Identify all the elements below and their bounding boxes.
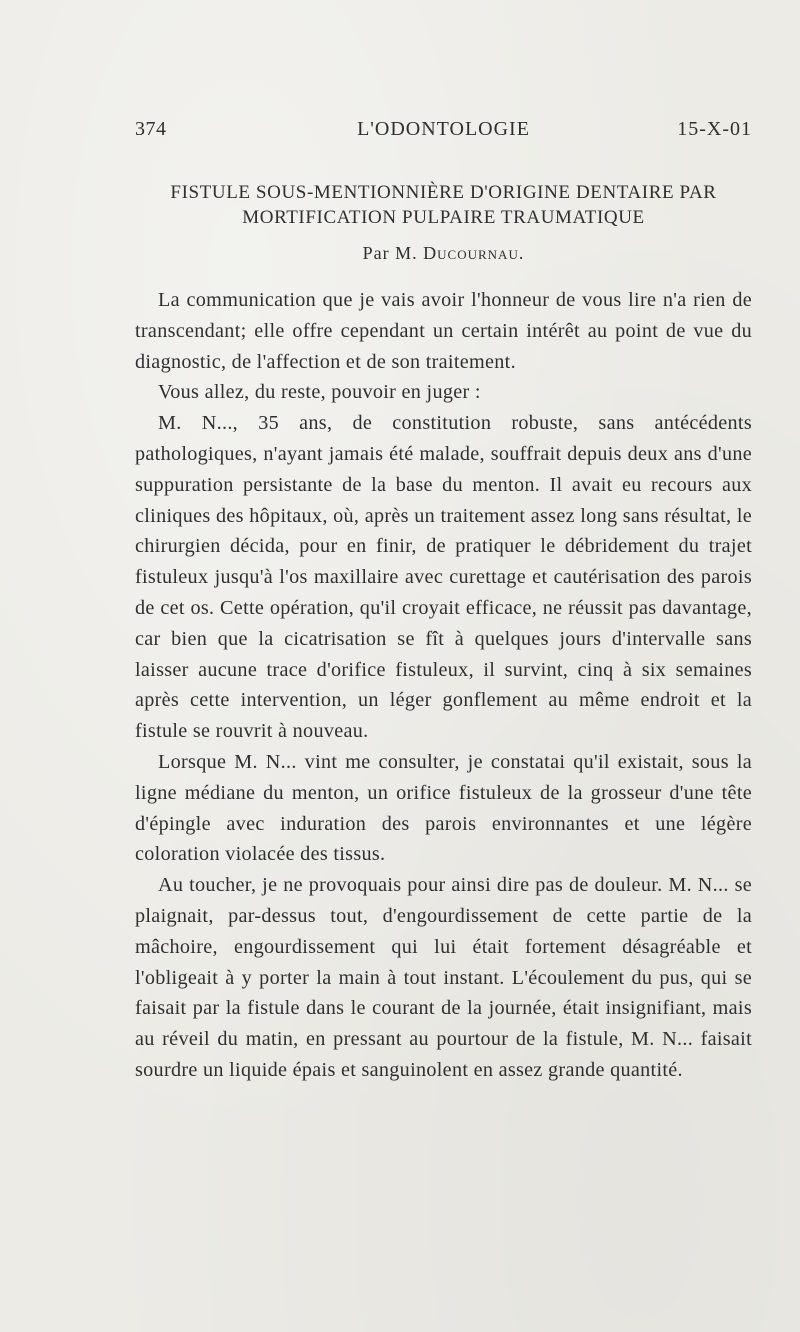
article-title-line-1: FISTULE SOUS-MENTIONNIÈRE D'ORIGINE DENTAIRE PAR xyxy=(170,182,717,203)
paragraph: La communication que je vais avoir l'honneur de vous lire n'a rien de transcendant; elle offre cependant un certain intérêt au point de vue du diagnostic, de l'affection et de son traitement. xyxy=(135,289,752,373)
journal-title: L'ODONTOLOGIE xyxy=(357,118,530,140)
article-title-line-2: MORTIFICATION PULPAIRE TRAUMATIQUE xyxy=(242,207,645,228)
article-body xyxy=(135,285,752,1086)
author-name: Ducournau. xyxy=(423,243,525,263)
paragraph: Au toucher, je ne provoquais pour ainsi dire pas de douleur. M. N... se plaignait, par-dessus tout, d'engourdissement de cette partie de la mâchoire, engourdissement qui lui était fortement désagréable et l'obligeait à y porter la main à tout instant. L'écoulement du pus, qui se faisait par la fistule dans le courant de la journée, était insignifiant, mais au réveil du matin, en pressant au pourtour de la fistule, M. N... faisait sourdre un liquide épais et sanguinolent en assez grande quantité. xyxy=(135,874,752,1081)
article-author xyxy=(130,243,757,264)
article-title xyxy=(130,180,757,230)
paragraph: M. N..., 35 ans, de constitution robuste, sans antécédents pathologiques, n'ayant jamais été malade, souffrait depuis deux ans d'une suppuration persistante de la base du menton. Il avait eu recours aux cliniques des hôpitaux, où, après un traitement assez long sans résultat, le chirurgien décida, pour en finir, de pratiquer le débridement du trajet fistuleux jusqu'à l'os maxillaire avec curettage et cautérisation des parois de cet os. Cette opération, qu'il croyait efficace, ne réussit pas davantage, car bien que la cicatrisation se fît à quelques jours d'intervalle sans laisser aucune trace d'orifice fistuleux, il survint, cinq à six semaines après cette intervention, un léger gonflement au même endroit et la fistule se rouvrit à nouveau. xyxy=(135,412,752,743)
author-prefix: Par M. xyxy=(362,243,424,263)
paragraph: Lorsque M. N... vint me consulter, je constatai qu'il existait, sous la ligne médiane du menton, un orifice fistuleux de la grosseur d'une tête d'épingle avec induration des parois environnantes et une légère coloration violacée des tissus. xyxy=(135,750,752,866)
page-number: 374 xyxy=(135,118,167,140)
paragraph: Vous allez, du reste, pouvoir en juger : xyxy=(158,381,481,404)
issue-date: 15-X-01 xyxy=(677,118,752,140)
running-header xyxy=(135,118,752,146)
